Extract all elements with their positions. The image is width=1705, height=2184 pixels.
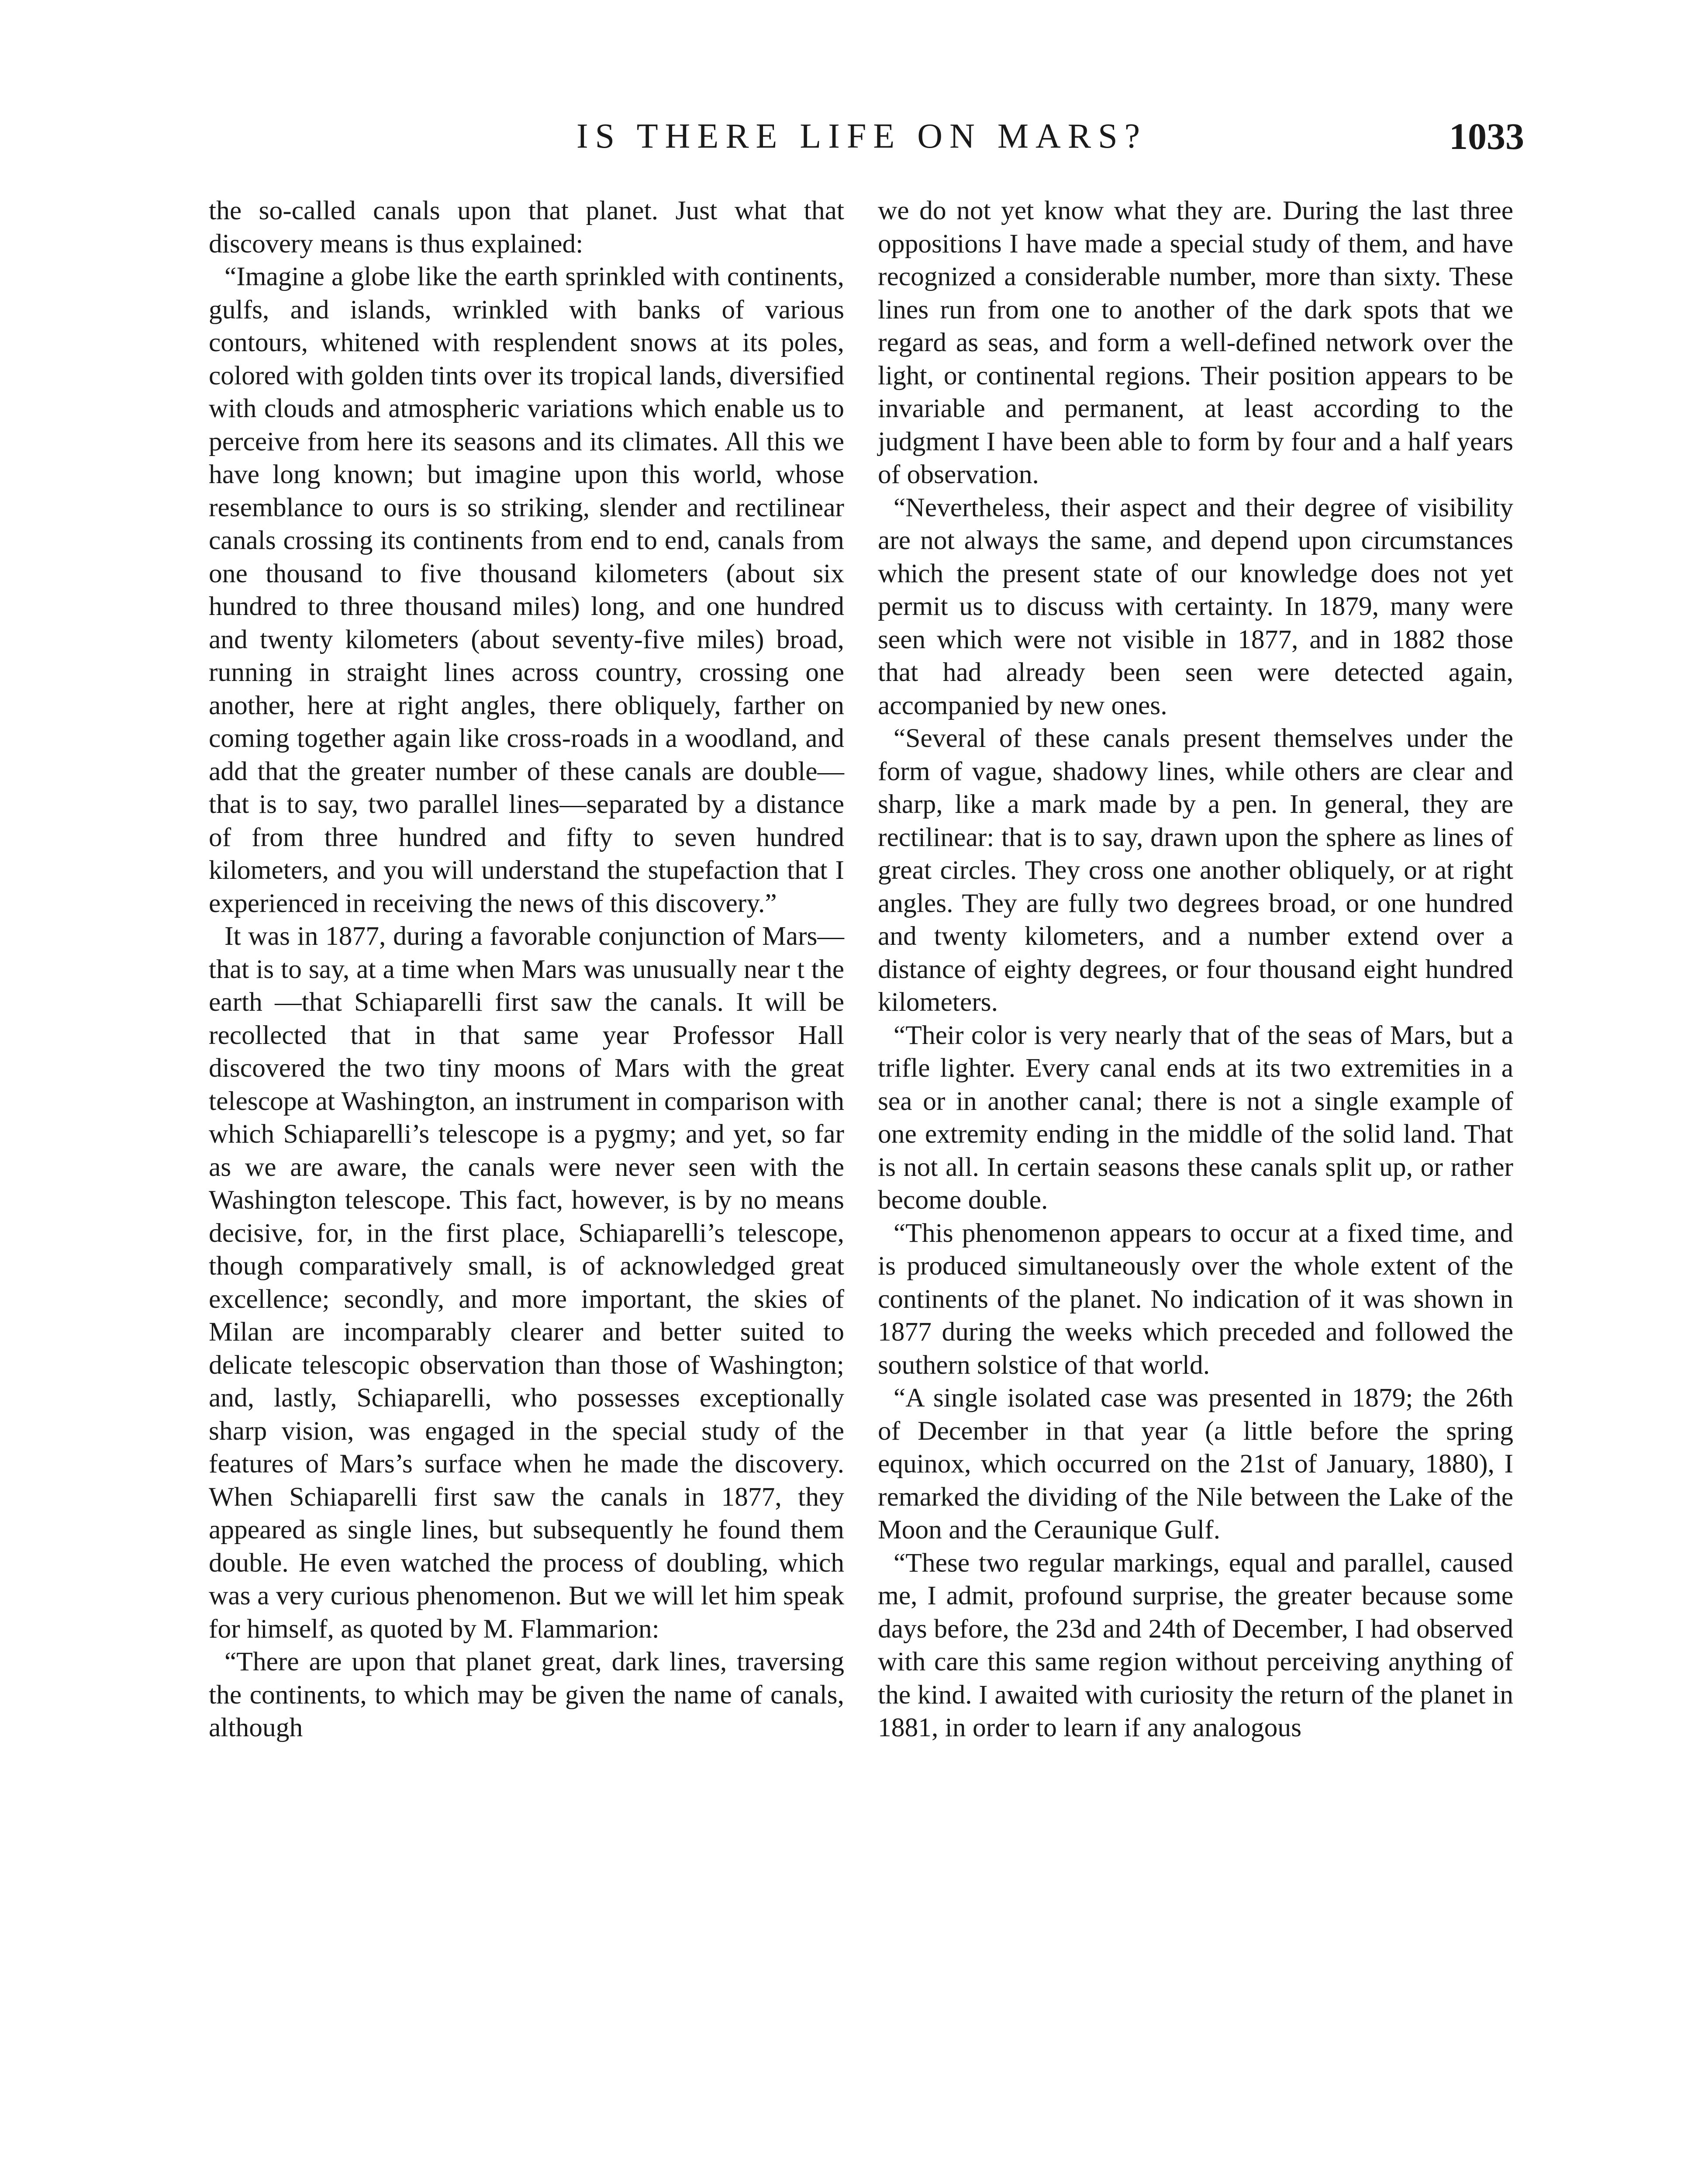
paragraph: “There are upon that planet great, dark lines, traversing the continents, to which may be given the name of canals, although (209, 1647, 844, 1742)
paragraph: the so-called canals upon that planet. Just what that discovery means is thus explained: (209, 196, 844, 259)
paragraph: “These two regular markings, equal and parallel, caused me, I admit, profound surprise, the greater because some days before, the 23d and 24th of December, I had observed with care this same region without perceiving anything of the kind. I awaited with curiosity the return of the planet in 1881, in order to learn if any analogous (878, 1548, 1513, 1742)
paragraph: It was in 1877, during a favorable conjunction of Mars—that is to say, at a time when Mars was unusually near t the earth —that Schiaparelli first saw the canals. It will be recollected that in that same year Professor Hall discovered the two tiny moons of Mars with the great telescope at Washington, an instrument in comparison with which Schiaparelli’s telescope is a pygmy; and yet, so far as we are aware, the canals were never seen with the Washington telescope. This fact, however, is by no means decisive, for, in the first place, Schiaparelli’s telescope, though comparatively small, is of acknowledged great excellence; secondly, and more important, the skies of Milan are incomparably clearer and better suited to delicate telescopic observation than those of Washington; and, lastly, Schiaparelli, who possesses exceptionally sharp vision, was engaged in the special study of the features of Mars’s surface when he made the discovery. When Schiaparelli first saw the canals in 1877, they appeared as single lines, but subsequently he found them double. He even watched the process of doubling, which was a very curious phenomenon. But we will let him speak for himself, as quoted by M. Flammarion: (209, 921, 844, 1644)
right-column (878, 194, 1513, 1745)
left-column (209, 194, 844, 1745)
page-header (205, 114, 1524, 162)
paragraph: “A single isolated case was presented in 1879; the 26th of December in that year (a little before the spring equinox, which occurred on the 21st of January, 1880), I remarked the dividing of the Nile between the Lake of the Moon and the Ceraunique Gulf. (878, 1383, 1513, 1545)
running-title: IS THERE LIFE ON MARS? (576, 117, 1147, 156)
paragraph: we do not yet know what they are. During the last three oppositions I have made a special study of them, and have recognized a considerable number, more than sixty. These lines run from one to another of the dark spots that we regard as seas, and form a well-defined network over the light, or continental regions. Their position appears to be invariable and permanent, at least according to the judgment I have been able to form by four and a half years of observation. (878, 196, 1513, 489)
paragraph: “Several of these canals present themselves under the form of vague, shadowy lines, while others are clear and sharp, like a mark made by a pen. In general, they are rectilinear: that is to say, drawn upon the sphere as lines of great circles. They cross one another obliquely, or at right angles. They are fully two degrees broad, or one hundred and twenty kilometers, and a number extend over a distance of eighty degrees, or four thousand eight hundred kilometers. (878, 723, 1513, 1017)
paragraph: “Nevertheless, their aspect and their degree of visibility are not always the same, and depend upon circumstances which the present state of our knowledge does not yet permit us to discuss with certainty. In 1879, many were seen which were not visible in 1877, and in 1882 those that had already been seen were detected again, accompanied by new ones. (878, 492, 1513, 720)
page-number: 1033 (1449, 115, 1524, 157)
paragraph: “Their color is very nearly that of the seas of Mars, but a trifle lighter. Every canal ends at its two extremities in a sea or in another canal; there is not a single example of one extremity ending in the middle of the solid land. That is not all. In certain seasons these canals split up, or rather become double. (878, 1020, 1513, 1215)
paragraph: “This phenomenon appears to occur at a fixed time, and is produced simultaneously over the whole extent of the continents of the planet. No indication of it was shown in 1877 during the weeks which preceded and followed the southern solstice of that world. (878, 1218, 1513, 1380)
paragraph: “Imagine a globe like the earth sprinkled with continents, gulfs, and islands, wrinkled with banks of various contours, whitened with resplendent snows at its poles, colored with golden tints over its tropical lands, diversified with clouds and atmospheric variations which enable us to perceive from here its seasons and its climates. All this we have long known; but imagine upon this world, whose resemblance to ours is so striking, slender and rectilinear canals crossing its continents from end to end, canals from one thousand to five thousand kilometers (about six hundred to three thousand miles) long, and one hundred and twenty kilometers (about seventy-five miles) broad, running in straight lines across country, crossing one another, here at right angles, there obliquely, farther on coming together again like cross-roads in a woodland, and add that the greater number of these canals are double—that is to say, two parallel lines—separated by a distance of from three hundred and fifty to seven hundred kilometers, and you will understand the stupefaction that I experienced in receiving the news of this discovery.” (209, 262, 844, 918)
